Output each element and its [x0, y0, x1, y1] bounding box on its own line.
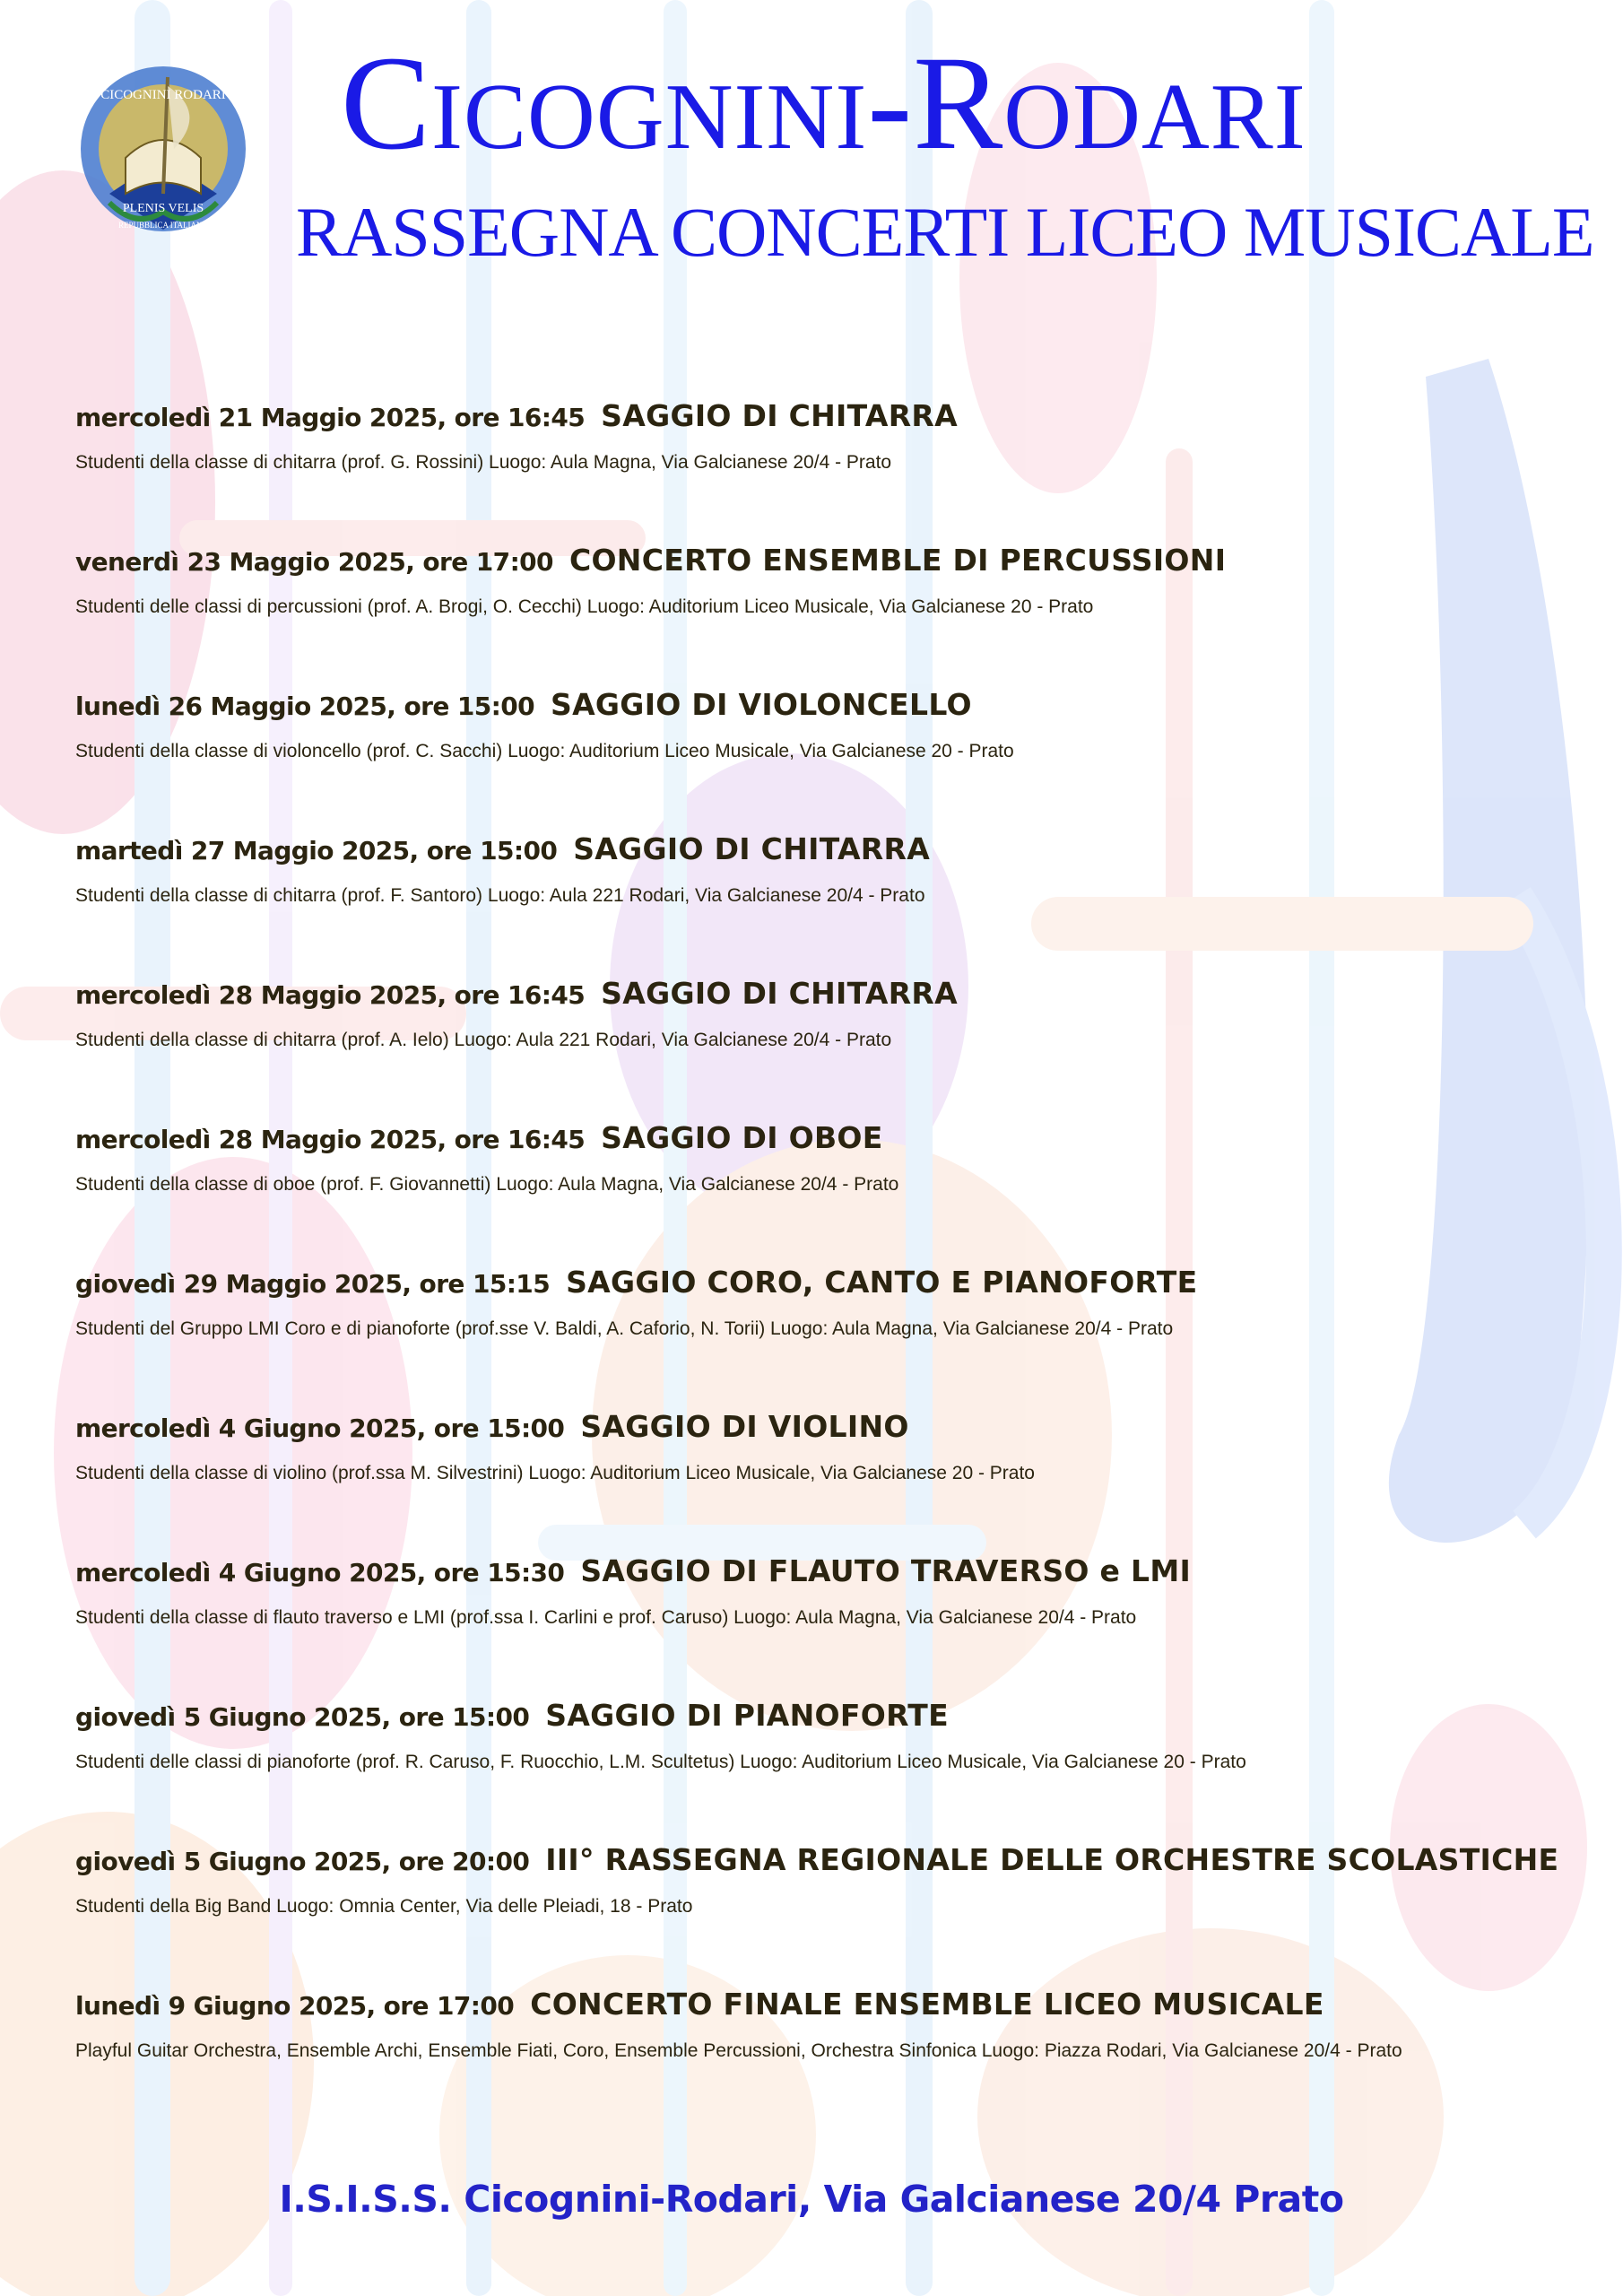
event-description: Studenti della classe di chitarra (prof. G. Rossini) Luogo: Aula Magna, Via Galcianese 20/4 - Prato — [75, 452, 892, 473]
event-title: SAGGIO DI VIOLONCELLO — [551, 687, 972, 722]
event-date: lunedì 26 Maggio 2025, ore 15:00 — [75, 691, 535, 721]
event-description: Studenti della classe di oboe (prof. F. Giovannetti) Luogo: Aula Magna, Via Galcianese 20/4 - Prato — [75, 1174, 899, 1195]
event-title: CONCERTO ENSEMBLE DI PERCUSSIONI — [568, 543, 1227, 578]
event-item — [75, 1698, 1582, 1842]
event-description: Studenti del Gruppo LMI Coro e di pianoforte (prof.sse V. Baldi, A. Caforio, N. Torii) Luogo: Aula Magna, Via Galcianese 20/4 - Prato — [75, 1318, 1174, 1339]
event-item — [75, 831, 1582, 976]
event-title: SAGGIO DI CHITARRA — [601, 398, 958, 433]
event-description: Studenti della Big Band Luogo: Omnia Center, Via delle Pleiadi, 18 - Prato — [75, 1896, 693, 1917]
event-title: SAGGIO DI CHITARRA — [601, 976, 958, 1011]
event-date: venerdì 23 Maggio 2025, ore 17:00 — [75, 547, 553, 577]
event-item — [75, 976, 1582, 1120]
event-item — [75, 687, 1582, 831]
event-description: Studenti della classe di chitarra (prof. A. Ielo) Luogo: Aula 221 Rodari, Via Galcianese 20/4 - Prato — [75, 1030, 892, 1050]
event-title: SAGGIO DI VIOLINO — [580, 1409, 909, 1444]
event-date: mercoledì 28 Maggio 2025, ore 16:45 — [75, 1125, 586, 1154]
event-description: Studenti delle classi di pianoforte (prof. R. Caruso, F. Ruocchio, L.M. Scultetus) Luogo: Auditorium Liceo Musicale, Via Galcianese 20 - Prato — [75, 1752, 1246, 1772]
event-title: SAGGIO DI FLAUTO TRAVERSO e LMI — [580, 1553, 1192, 1588]
event-title: SAGGIO DI OBOE — [601, 1120, 883, 1155]
event-date: giovedì 5 Giugno 2025, ore 20:00 — [75, 1847, 530, 1876]
event-date: mercoledì 4 Giugno 2025, ore 15:30 — [75, 1558, 565, 1587]
event-title: III° RASSEGNA REGIONALE DELLE ORCHESTRE SCOLASTICHE — [545, 1842, 1559, 1877]
event-date: mercoledì 21 Maggio 2025, ore 16:45 — [75, 403, 586, 432]
event-item — [75, 1842, 1582, 1987]
footer-address: I.S.I.S.S. Cicognini-Rodari, Via Galcianese 20/4 Prato — [279, 2178, 1344, 2221]
event-description: Studenti delle classi di percussioni (prof. A. Brogi, O. Cecchi) Luogo: Auditorium Liceo Musicale, Via Galcianese 20 - Prato — [75, 596, 1094, 617]
event-date: mercoledì 4 Giugno 2025, ore 15:00 — [75, 1413, 565, 1443]
event-description: Studenti della classe di chitarra (prof. F. Santoro) Luogo: Aula 221 Rodari, Via Galcianese 20/4 - Prato — [75, 885, 925, 906]
event-date: lunedì 9 Giugno 2025, ore 17:00 — [75, 1991, 515, 2021]
event-title: CONCERTO FINALE ENSEMBLE LICEO MUSICALE — [530, 1987, 1324, 2022]
event-item — [75, 543, 1582, 687]
page-subtitle: RASSEGNA CONCERTI LICEO MUSICALE — [296, 193, 1594, 271]
event-description: Studenti della classe di violoncello (prof. C. Sacchi) Luogo: Auditorium Liceo Musicale, Via Galcianese 20 - Prato — [75, 741, 1014, 761]
event-date: martedì 27 Maggio 2025, ore 15:00 — [75, 836, 558, 865]
logo-top-text: CICOGNINI RODARI — [100, 88, 226, 102]
event-description: Studenti della classe di violino (prof.ssa M. Silvestrini) Luogo: Auditorium Liceo Musicale, Via Galcianese 20 - Prato — [75, 1463, 1035, 1483]
event-item — [75, 1265, 1582, 1409]
event-title: SAGGIO CORO, CANTO E PIANOFORTE — [566, 1265, 1198, 1300]
event-item — [75, 1987, 1582, 2131]
event-date: mercoledì 28 Maggio 2025, ore 16:45 — [75, 980, 586, 1010]
event-title: SAGGIO DI PIANOFORTE — [545, 1698, 949, 1733]
event-description: Studenti della classe di flauto traverso e LMI (prof.ssa I. Carlini e prof. Caruso) Luogo: Aula Magna, Via Galcianese 20/4 - Prato — [75, 1607, 1137, 1628]
events-list — [75, 398, 1582, 2131]
event-item — [75, 1120, 1582, 1265]
event-description: Playful Guitar Orchestra, Ensemble Archi, Ensemble Fiati, Coro, Ensemble Percussioni, Orchestra Sinfonica Luogo: Piazza Rodari, Via Galcianese 20/4 - Prato — [75, 2040, 1402, 2061]
event-item — [75, 1409, 1582, 1553]
page-title: Cicognini-Rodari — [341, 29, 1306, 178]
event-date: giovedì 5 Giugno 2025, ore 15:00 — [75, 1702, 530, 1732]
school-logo — [74, 59, 253, 248]
logo-bottom-text: REPUBBLICA ITALIANA — [117, 221, 209, 230]
event-date: giovedì 29 Maggio 2025, ore 15:15 — [75, 1269, 551, 1299]
event-item — [75, 398, 1582, 543]
event-title: SAGGIO DI CHITARRA — [573, 831, 931, 866]
event-item — [75, 1553, 1582, 1698]
logo-motto: PLENIS VELIS — [122, 202, 204, 215]
